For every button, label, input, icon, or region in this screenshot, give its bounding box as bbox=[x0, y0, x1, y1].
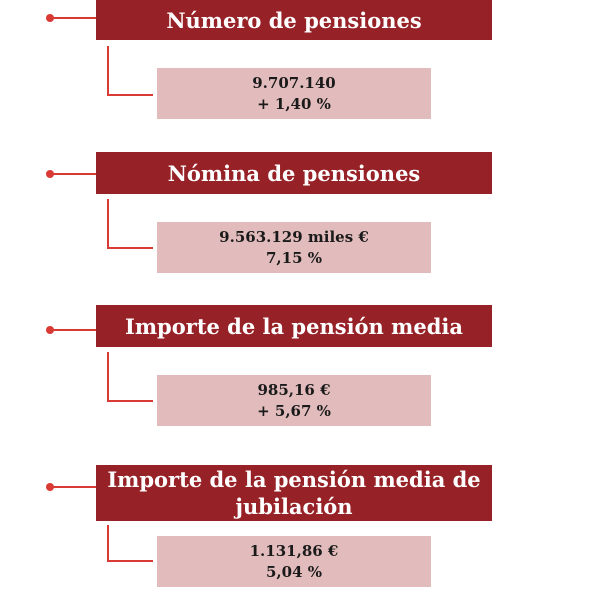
tree-horizontal-line bbox=[107, 94, 153, 96]
header-title: Importe de la pensión media bbox=[125, 313, 463, 339]
value-change: + 1,40 % bbox=[257, 94, 331, 113]
header-title: Número de pensiones bbox=[166, 7, 422, 33]
tree-vertical-line bbox=[107, 46, 109, 96]
value-change: + 5,67 % bbox=[257, 401, 331, 420]
value-box bbox=[157, 222, 431, 273]
tree-vertical-line bbox=[107, 352, 109, 402]
bullet-connector bbox=[52, 173, 96, 175]
header-box bbox=[96, 152, 492, 194]
value-box bbox=[157, 536, 431, 587]
value-change: 5,04 % bbox=[265, 562, 322, 581]
bullet-connector bbox=[52, 486, 96, 488]
header-title: Importe de la pensión media de jubilación bbox=[107, 467, 481, 519]
value-amount: 985,16 € bbox=[257, 380, 331, 399]
tree-horizontal-line bbox=[107, 560, 153, 562]
value-box bbox=[157, 375, 431, 426]
tree-horizontal-line bbox=[107, 400, 153, 402]
bullet-connector bbox=[52, 329, 96, 331]
header-box bbox=[96, 0, 492, 40]
value-box bbox=[157, 68, 431, 119]
value-amount: 9.707.140 bbox=[252, 73, 336, 92]
tree-vertical-line bbox=[107, 199, 109, 249]
tree-vertical-line bbox=[107, 525, 109, 562]
header-title: Nómina de pensiones bbox=[167, 160, 421, 186]
tree-horizontal-line bbox=[107, 247, 153, 249]
header-box bbox=[96, 305, 492, 347]
value-amount: 1.131,86 € bbox=[249, 541, 339, 560]
bullet-connector bbox=[52, 17, 96, 19]
value-change: 7,15 % bbox=[265, 248, 322, 267]
header-box bbox=[96, 465, 492, 521]
value-amount: 9.563.129 miles € bbox=[219, 227, 369, 246]
